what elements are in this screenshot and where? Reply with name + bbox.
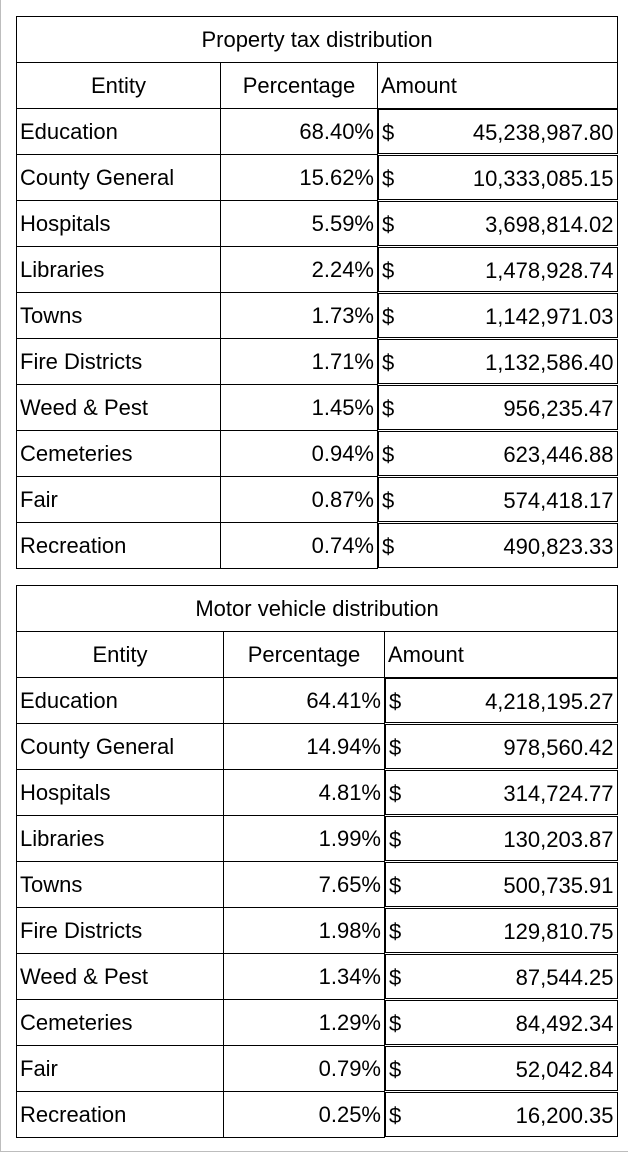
property-tax-table xyxy=(16,16,618,569)
percentage-cell: 1.99% xyxy=(224,816,385,862)
table-row xyxy=(17,954,618,1000)
amount-value: 500,735.91 xyxy=(503,872,614,898)
table-row xyxy=(17,678,618,724)
percentage-cell: 0.94% xyxy=(221,431,378,477)
entity-cell: Fair xyxy=(17,1046,224,1092)
motor-vehicle-table xyxy=(16,585,618,1138)
entity-cell: Cemeteries xyxy=(17,1000,224,1046)
currency-symbol: $ xyxy=(389,872,402,898)
currency-symbol: $ xyxy=(382,165,395,191)
currency-symbol: $ xyxy=(389,689,402,714)
table-row xyxy=(17,724,618,770)
table-row xyxy=(17,523,618,569)
entity-cell: Recreation xyxy=(17,523,221,569)
amount-value: 1,478,928.74 xyxy=(485,257,614,283)
table-row xyxy=(17,385,618,431)
amount-cell xyxy=(378,385,618,430)
currency-symbol: $ xyxy=(382,487,395,513)
amount-value: 45,238,987.80 xyxy=(472,120,614,145)
entity-cell: Weed & Pest xyxy=(17,385,221,431)
currency-symbol: $ xyxy=(389,1056,402,1082)
header-percentage: Percentage xyxy=(224,632,385,678)
entity-cell: Hospitals xyxy=(17,201,221,247)
percentage-cell: 1.73% xyxy=(221,293,378,339)
entity-cell: Hospitals xyxy=(17,770,224,816)
currency-symbol: $ xyxy=(382,395,395,421)
amount-cell xyxy=(385,954,618,999)
entity-cell: Weed & Pest xyxy=(17,954,224,1000)
currency-symbol: $ xyxy=(389,964,402,990)
currency-symbol: $ xyxy=(389,918,402,944)
currency-symbol: $ xyxy=(382,211,395,237)
amount-value: 574,418.17 xyxy=(503,487,614,513)
amount-cell xyxy=(385,678,618,723)
amount-cell xyxy=(385,1046,618,1091)
header-percentage: Percentage xyxy=(221,63,378,109)
property-tax-table-body xyxy=(17,17,618,569)
currency-symbol: $ xyxy=(382,120,395,145)
amount-value: 84,492.34 xyxy=(515,1010,614,1036)
currency-symbol: $ xyxy=(382,533,395,559)
table-header-row xyxy=(17,63,618,109)
percentage-cell: 5.59% xyxy=(221,201,378,247)
amount-value: 87,544.25 xyxy=(515,964,614,990)
currency-symbol: $ xyxy=(389,826,402,852)
table-row xyxy=(17,908,618,954)
percentage-cell: 14.94% xyxy=(224,724,385,770)
currency-symbol: $ xyxy=(382,349,395,375)
percentage-cell: 0.74% xyxy=(221,523,378,569)
table-row xyxy=(17,247,618,293)
percentage-cell: 4.81% xyxy=(224,770,385,816)
amount-cell xyxy=(378,339,618,384)
header-entity: Entity xyxy=(17,63,221,109)
entity-cell: Towns xyxy=(17,293,221,339)
currency-symbol: $ xyxy=(389,734,402,760)
currency-symbol: $ xyxy=(389,1102,402,1128)
percentage-cell: 0.87% xyxy=(221,477,378,523)
entity-cell: Libraries xyxy=(17,816,224,862)
amount-value: 52,042.84 xyxy=(515,1056,614,1082)
amount-value: 3,698,814.02 xyxy=(485,211,614,237)
amount-cell xyxy=(378,523,618,568)
amount-cell xyxy=(385,770,618,815)
percentage-cell: 1.34% xyxy=(224,954,385,1000)
amount-cell xyxy=(378,109,618,154)
percentage-cell: 0.79% xyxy=(224,1046,385,1092)
entity-cell: Fire Districts xyxy=(17,339,221,385)
amount-value: 623,446.88 xyxy=(503,441,614,467)
amount-value: 1,132,586.40 xyxy=(485,349,614,375)
table-row xyxy=(17,477,618,523)
table-header-row xyxy=(17,632,618,678)
percentage-cell: 7.65% xyxy=(224,862,385,908)
table-row xyxy=(17,1046,618,1092)
amount-value: 1,142,971.03 xyxy=(485,303,614,329)
table-row xyxy=(17,109,618,155)
currency-symbol: $ xyxy=(382,441,395,467)
amount-value: 129,810.75 xyxy=(503,918,614,944)
amount-value: 10,333,085.15 xyxy=(472,165,614,191)
entity-cell: Fair xyxy=(17,477,221,523)
amount-cell xyxy=(385,1000,618,1045)
percentage-cell: 2.24% xyxy=(221,247,378,293)
amount-cell xyxy=(378,431,618,476)
header-amount: Amount xyxy=(378,63,618,109)
entity-cell: Libraries xyxy=(17,247,221,293)
header-amount: Amount xyxy=(385,632,618,678)
entity-cell: Recreation xyxy=(17,1092,224,1138)
table-row xyxy=(17,201,618,247)
table-row xyxy=(17,770,618,816)
table-title: Motor vehicle distribution xyxy=(17,586,618,632)
entity-cell: Cemeteries xyxy=(17,431,221,477)
percentage-cell: 1.29% xyxy=(224,1000,385,1046)
table-row xyxy=(17,1000,618,1046)
amount-value: 978,560.42 xyxy=(503,734,614,760)
percentage-cell: 0.25% xyxy=(224,1092,385,1138)
table-row xyxy=(17,1092,618,1138)
entity-cell: Fire Districts xyxy=(17,908,224,954)
table-row xyxy=(17,293,618,339)
amount-cell xyxy=(378,155,618,200)
amount-cell xyxy=(378,477,618,522)
entity-cell: County General xyxy=(17,155,221,201)
amount-value: 4,218,195.27 xyxy=(485,689,614,714)
currency-symbol: $ xyxy=(389,1010,402,1036)
table-row xyxy=(17,431,618,477)
table-title: Property tax distribution xyxy=(17,17,618,63)
table-row xyxy=(17,862,618,908)
amount-cell xyxy=(385,1092,618,1137)
entity-cell: Education xyxy=(17,678,224,724)
entity-cell: County General xyxy=(17,724,224,770)
percentage-cell: 1.45% xyxy=(221,385,378,431)
percentage-cell: 64.41% xyxy=(224,678,385,724)
percentage-cell: 1.71% xyxy=(221,339,378,385)
amount-value: 490,823.33 xyxy=(503,533,614,559)
amount-cell xyxy=(378,247,618,292)
header-entity: Entity xyxy=(17,632,224,678)
amount-cell xyxy=(385,724,618,769)
table-title-row xyxy=(17,586,618,632)
amount-cell xyxy=(385,908,618,953)
table-row xyxy=(17,816,618,862)
entity-cell: Education xyxy=(17,109,221,155)
table-row xyxy=(17,155,618,201)
percentage-cell: 68.40% xyxy=(221,109,378,155)
percentage-cell: 15.62% xyxy=(221,155,378,201)
currency-symbol: $ xyxy=(389,780,402,806)
percentage-cell: 1.98% xyxy=(224,908,385,954)
amount-value: 130,203.87 xyxy=(503,826,614,852)
amount-cell xyxy=(378,293,618,338)
table-title-row xyxy=(17,17,618,63)
amount-cell xyxy=(385,862,618,907)
table-row xyxy=(17,339,618,385)
motor-vehicle-table-body xyxy=(17,586,618,1138)
currency-symbol: $ xyxy=(382,303,395,329)
amount-value: 956,235.47 xyxy=(503,395,614,421)
amount-value: 314,724.77 xyxy=(503,780,614,806)
entity-cell: Towns xyxy=(17,862,224,908)
amount-cell xyxy=(385,816,618,861)
amount-value: 16,200.35 xyxy=(515,1102,614,1128)
amount-cell xyxy=(378,201,618,246)
currency-symbol: $ xyxy=(382,257,395,283)
